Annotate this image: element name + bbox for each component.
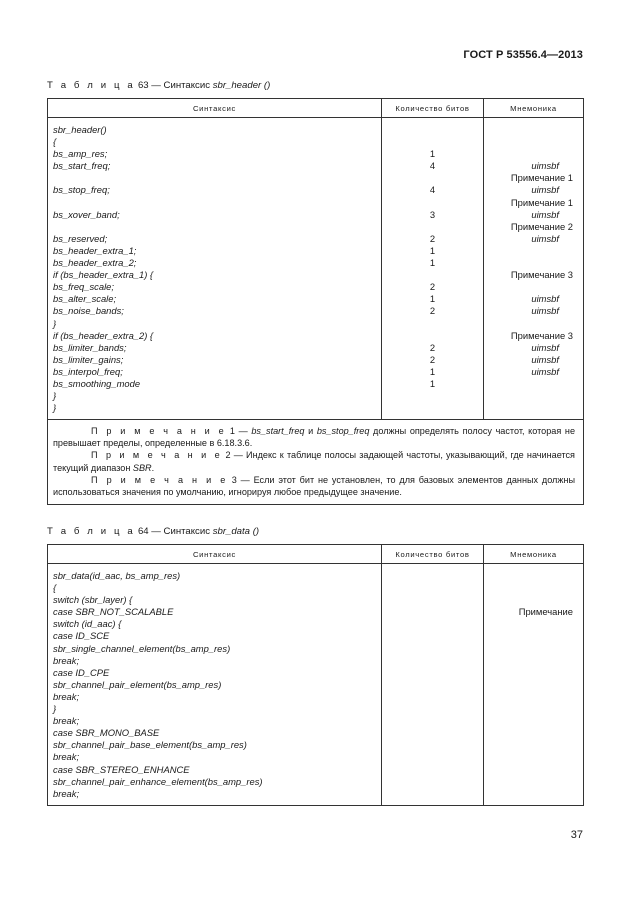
bits-value xyxy=(382,739,483,751)
mnemonic-column xyxy=(484,118,584,420)
syntax-column xyxy=(48,564,382,806)
bits-value xyxy=(382,136,483,148)
syntax-line: case ID_CPE xyxy=(53,666,110,678)
mnemonic-value xyxy=(484,691,583,703)
syntax-line: sbr_single_channel_element(bs_amp_res) xyxy=(53,642,231,654)
mnemonic-value: uimsbf xyxy=(531,160,559,172)
bits-value xyxy=(382,655,483,667)
syntax-line: sbr_channel_pair_element(bs_amp_res) xyxy=(53,678,222,690)
syntax-line: case ID_SCE xyxy=(53,630,110,642)
mnemonic-value xyxy=(484,318,583,330)
column-header-mnemonic: Мнемоника xyxy=(484,545,584,564)
bits-value: 1 xyxy=(429,148,436,160)
column-header-bits: Количество битов xyxy=(382,545,484,564)
bits-value xyxy=(382,679,483,691)
bits-value: 2 xyxy=(429,353,436,365)
bits-value xyxy=(382,582,483,594)
syntax-line: sbr_header() xyxy=(53,124,107,135)
bits-value xyxy=(382,715,483,727)
syntax-line: bs_start_freq; xyxy=(53,160,111,172)
bits-value xyxy=(382,776,483,788)
bits-value: 1 xyxy=(429,257,436,269)
syntax-line xyxy=(48,197,381,209)
mnemonic-value xyxy=(484,679,583,691)
bits-value xyxy=(382,390,483,402)
bits-value xyxy=(382,402,483,414)
mnemonic-value: Примечание 3 xyxy=(510,329,573,341)
syntax-line: bs_noise_bands; xyxy=(53,305,124,317)
syntax-line: { xyxy=(53,136,57,148)
note-1-term-stop: bs_stop_freq xyxy=(316,426,370,437)
note-3-text: 3 — Если этот бит не установлен, то для базовых элементов данных должны использоваться значения по умолчанию, игнорируя любое предыдущее значение. xyxy=(53,474,576,497)
mnemonic-value xyxy=(484,257,583,269)
bits-value: 2 xyxy=(429,305,436,317)
table-64-caption xyxy=(47,526,259,537)
bits-value xyxy=(382,197,483,209)
bits-value xyxy=(382,667,483,679)
bits-value: 1 xyxy=(429,377,436,389)
bits-value xyxy=(382,269,483,281)
column-header-syntax: Синтаксис xyxy=(48,99,382,118)
bits-value xyxy=(382,764,483,776)
bits-value xyxy=(382,630,483,642)
bits-column xyxy=(382,118,484,420)
mnemonic-value: Примечание 2 xyxy=(510,220,573,232)
bits-value: 1 xyxy=(429,293,436,305)
mnemonic-value xyxy=(484,776,583,788)
mnemonic-value xyxy=(484,643,583,655)
note-1-term-start: bs_start_freq xyxy=(251,426,305,437)
mnemonic-value xyxy=(484,715,583,727)
bits-value xyxy=(382,330,483,342)
mnemonic-value: uimsbf xyxy=(531,208,559,220)
note-3 xyxy=(53,474,575,498)
syntax-line: if (bs_header_extra_2) { xyxy=(53,329,154,341)
table-64 xyxy=(47,544,584,806)
syntax-line: bs_header_extra_2; xyxy=(53,257,137,269)
syntax-line xyxy=(48,221,381,233)
mnemonic-value xyxy=(484,136,583,148)
syntax-column xyxy=(48,118,382,420)
bits-value: 4 xyxy=(429,184,436,196)
mnemonic-value xyxy=(484,124,583,136)
table-63-caption-name: sbr_header () xyxy=(212,80,271,91)
syntax-line: switch (id_aac) { xyxy=(53,618,122,630)
syntax-line: sbr_channel_pair_base_element(bs_amp_res) xyxy=(53,739,247,751)
bits-value xyxy=(382,594,483,606)
bits-value xyxy=(382,618,483,630)
bits-value: 1 xyxy=(429,365,436,377)
table-63-header-row xyxy=(48,99,584,118)
mnemonic-value xyxy=(484,402,583,414)
note-3-label: П р и м е ч а н и е xyxy=(91,474,228,485)
table-63-caption-number: 63 — Синтаксис xyxy=(137,80,211,91)
syntax-line: } xyxy=(53,402,57,414)
note-1 xyxy=(53,425,575,449)
bits-column xyxy=(382,564,484,806)
mnemonic-column xyxy=(484,564,584,806)
syntax-line: bs_smoothing_mode xyxy=(53,377,141,389)
syntax-line: break; xyxy=(53,787,80,799)
mnemonic-value xyxy=(484,618,583,630)
syntax-line: } xyxy=(53,390,57,402)
mnemonic-value xyxy=(484,582,583,594)
syntax-line: bs_limiter_gains; xyxy=(53,353,124,365)
table-63-notes xyxy=(48,420,584,505)
document-header-standard: ГОСТ Р 53556.4—2013 xyxy=(463,49,583,61)
bits-value xyxy=(382,643,483,655)
table-64-caption-prefix: Т а б л и ц а xyxy=(47,526,136,537)
syntax-line: bs_xover_band; xyxy=(53,208,120,220)
column-header-syntax: Синтаксис xyxy=(48,545,382,564)
table-63-caption xyxy=(47,80,270,91)
syntax-line: bs_header_extra_1; xyxy=(53,244,137,256)
bits-value xyxy=(382,691,483,703)
table-63 xyxy=(47,98,584,505)
table-63-notes-row xyxy=(48,420,584,505)
column-header-bits: Количество битов xyxy=(382,99,484,118)
syntax-line: bs_alter_scale; xyxy=(53,293,117,305)
syntax-line: case SBR_NOT_SCALABLE xyxy=(53,606,174,618)
table-63-caption-prefix: Т а б л и ц а xyxy=(47,80,136,91)
mnemonic-value: uimsbf xyxy=(531,341,559,353)
bits-value xyxy=(382,751,483,763)
note-1-and: и xyxy=(304,426,317,437)
syntax-line: case SBR_STEREO_ENHANCE xyxy=(53,763,190,775)
bits-value xyxy=(382,318,483,330)
mnemonic-value xyxy=(484,788,583,800)
column-header-mnemonic: Мнемоника xyxy=(484,99,584,118)
bits-value xyxy=(382,606,483,618)
mnemonic-value xyxy=(484,594,583,606)
mnemonic-value xyxy=(484,245,583,257)
bits-value xyxy=(382,221,483,233)
bits-value xyxy=(382,124,483,136)
bits-value: 2 xyxy=(429,341,436,353)
syntax-line: { xyxy=(53,582,57,594)
mnemonic-value xyxy=(484,390,583,402)
note-2-end: . xyxy=(151,462,155,473)
bits-value xyxy=(382,727,483,739)
table-63-body-row xyxy=(48,118,584,420)
syntax-line xyxy=(48,172,381,184)
bits-value xyxy=(382,570,483,582)
bits-value: 1 xyxy=(429,244,436,256)
note-2-label: П р и м е ч а н и е xyxy=(91,450,223,461)
syntax-line: sbr_channel_pair_enhance_element(bs_amp_res) xyxy=(53,775,263,787)
syntax-line: bs_freq_scale; xyxy=(53,281,114,293)
syntax-line: switch (sbr_layer) { xyxy=(53,594,133,606)
page-number: 37 xyxy=(570,829,583,841)
bits-value: 2 xyxy=(429,232,436,244)
note-1-number: 1 — xyxy=(226,426,252,437)
syntax-line: break; xyxy=(53,751,80,763)
mnemonic-value: uimsbf xyxy=(531,365,559,377)
mnemonic-value: uimsbf xyxy=(531,184,559,196)
mnemonic-value xyxy=(484,378,583,390)
syntax-line: bs_interpol_freq; xyxy=(53,365,123,377)
bits-value xyxy=(382,172,483,184)
mnemonic-value xyxy=(484,570,583,582)
bits-value xyxy=(382,788,483,800)
syntax-line: bs_amp_res; xyxy=(53,148,108,160)
mnemonic-value xyxy=(484,727,583,739)
mnemonic-value: Примечание 3 xyxy=(510,269,573,281)
syntax-line: break; xyxy=(53,690,80,702)
mnemonic-value: uimsbf xyxy=(531,353,559,365)
syntax-line: if (bs_header_extra_1) { xyxy=(53,269,154,281)
mnemonic-value xyxy=(484,148,583,160)
bits-value xyxy=(382,703,483,715)
syntax-line: sbr_data(id_aac, bs_amp_res) xyxy=(53,570,181,581)
syntax-line: break; xyxy=(53,715,80,727)
note-2-term: SBR xyxy=(132,462,152,473)
note-2 xyxy=(53,449,575,473)
table-64-caption-number: 64 — Синтаксис xyxy=(137,526,211,537)
syntax-line: bs_stop_freq; xyxy=(53,184,110,196)
bits-value: 4 xyxy=(429,160,436,172)
table-64-header-row xyxy=(48,545,584,564)
mnemonic-value xyxy=(484,739,583,751)
note-1-label: П р и м е ч а н и е xyxy=(91,426,227,437)
mnemonic-value: Примечание xyxy=(518,606,573,618)
syntax-line: bs_reserved; xyxy=(53,232,108,244)
mnemonic-value: uimsbf xyxy=(531,232,559,244)
mnemonic-value xyxy=(484,703,583,715)
table-64-caption-name: sbr_data () xyxy=(212,526,260,537)
bits-value: 3 xyxy=(429,208,436,220)
mnemonic-value xyxy=(484,655,583,667)
bits-value: 2 xyxy=(429,281,436,293)
syntax-line: case SBR_MONO_BASE xyxy=(53,727,160,739)
mnemonic-value: uimsbf xyxy=(531,305,559,317)
table-64-body-row xyxy=(48,564,584,806)
mnemonic-value xyxy=(484,630,583,642)
syntax-line: bs_limiter_bands; xyxy=(53,341,127,353)
syntax-line: } xyxy=(53,317,57,329)
mnemonic-value xyxy=(484,667,583,679)
syntax-line: } xyxy=(53,703,57,715)
mnemonic-value: Примечание 1 xyxy=(510,196,573,208)
mnemonic-value xyxy=(484,751,583,763)
mnemonic-value: uimsbf xyxy=(531,293,559,305)
syntax-line: break; xyxy=(53,654,80,666)
note-2-text: 2 — Индекс к таблице полосы задающей частоты, указывающий, где начинается текущий диапазон xyxy=(53,450,575,473)
note-1-text: должны определять полосу частот, которая не превышает пределы, определенные в 6.18.3.6. xyxy=(53,426,576,449)
mnemonic-value xyxy=(484,764,583,776)
mnemonic-value: Примечание 1 xyxy=(510,172,573,184)
mnemonic-value xyxy=(484,281,583,293)
